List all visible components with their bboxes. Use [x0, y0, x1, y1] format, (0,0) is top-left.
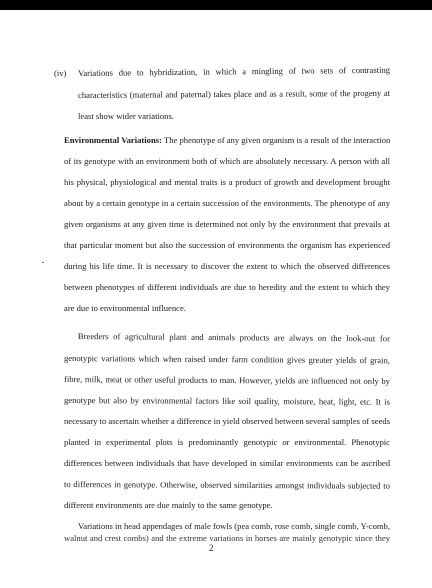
top-black-bar — [0, 0, 432, 10]
document-page — [0, 10, 432, 588]
item-iv-line-1: Variations due to hybridization, in which a mingling of two sets of contrasting — [78, 64, 391, 78]
breeders-line-1: Breeders of agricultural plant and animals products are always on the look-out for — [77, 331, 390, 344]
environmental-line-7: during his life time. It is necessary to discover the extent to which the observed differences — [64, 261, 390, 271]
environmental-line-2: of its genotype with an environment both of which are absolutely necessary. A person with all — [64, 156, 390, 166]
breeders-line-8: to differences in genotype. Otherwise, observed similarities amongst individuals subjected to — [63, 479, 390, 491]
breeders-line-4: genotype but also by environmental factors like soil quality, moisture, heat, light, etc. It is — [63, 395, 390, 407]
environmental-line-5: given organisms at any given time is determined not only by the environment that prevails at — [64, 219, 390, 229]
page-number: 2 — [209, 543, 214, 553]
environmental-line-8: between phenotypes of different individuals are due to heredity and the extent to which they — [64, 282, 390, 292]
environmental-heading: Environmental Variations: — [64, 135, 162, 145]
margin-speck — [42, 262, 44, 263]
environmental-line-9: are due to environmental influence. — [64, 303, 186, 313]
breeders-line-7: differences between individuals that have developed in similar environments can be ascribed — [64, 458, 390, 468]
breeders-line-2: genotypic variations which when raised under farm condition gives greater yields of grain, — [63, 353, 390, 366]
item-iv-marker: (iv) — [54, 68, 67, 78]
fowls-line-1: Variations in head appendages of male fowls (pea comb, rose comb, single comb, Y-comb, — [78, 521, 390, 531]
fowls-line-2: walnut and crest combs) and the extreme variations in horses are mainly genotypic since they — [64, 533, 390, 543]
environmental-line-1 — [64, 135, 390, 146]
breeders-line-6: planted in experimental plots is predominantly genotypic or environmental. Phenotypic — [64, 437, 390, 447]
breeders-line-9: different environments are due mainly to the same genotype. — [64, 500, 273, 510]
environmental-line-4: about by a certain genotype in a certain succession of the environments. The phenotype of any — [64, 198, 390, 208]
item-iv-line-3: least show wider variations. — [78, 111, 174, 121]
environmental-line-3: his physical, physiological and mental traits is a product of growth and development brought — [64, 177, 390, 187]
environmental-line-1-text: The phenotype of any given organism is a result of the interaction — [161, 135, 391, 145]
item-iv-line-2: characteristics (maternal and paternal) takes place and as a result, some of the progeny at — [78, 87, 391, 100]
environmental-line-6: that particular moment but also the succession of environments the organism has experienced — [64, 240, 390, 250]
breeders-line-5: necessary to ascertain whether a difference in yield observed between several samples of seeds — [64, 416, 391, 426]
breeders-line-3: fibre, milk, meat or other useful products to man. However, yields are influenced not only by — [63, 374, 390, 386]
